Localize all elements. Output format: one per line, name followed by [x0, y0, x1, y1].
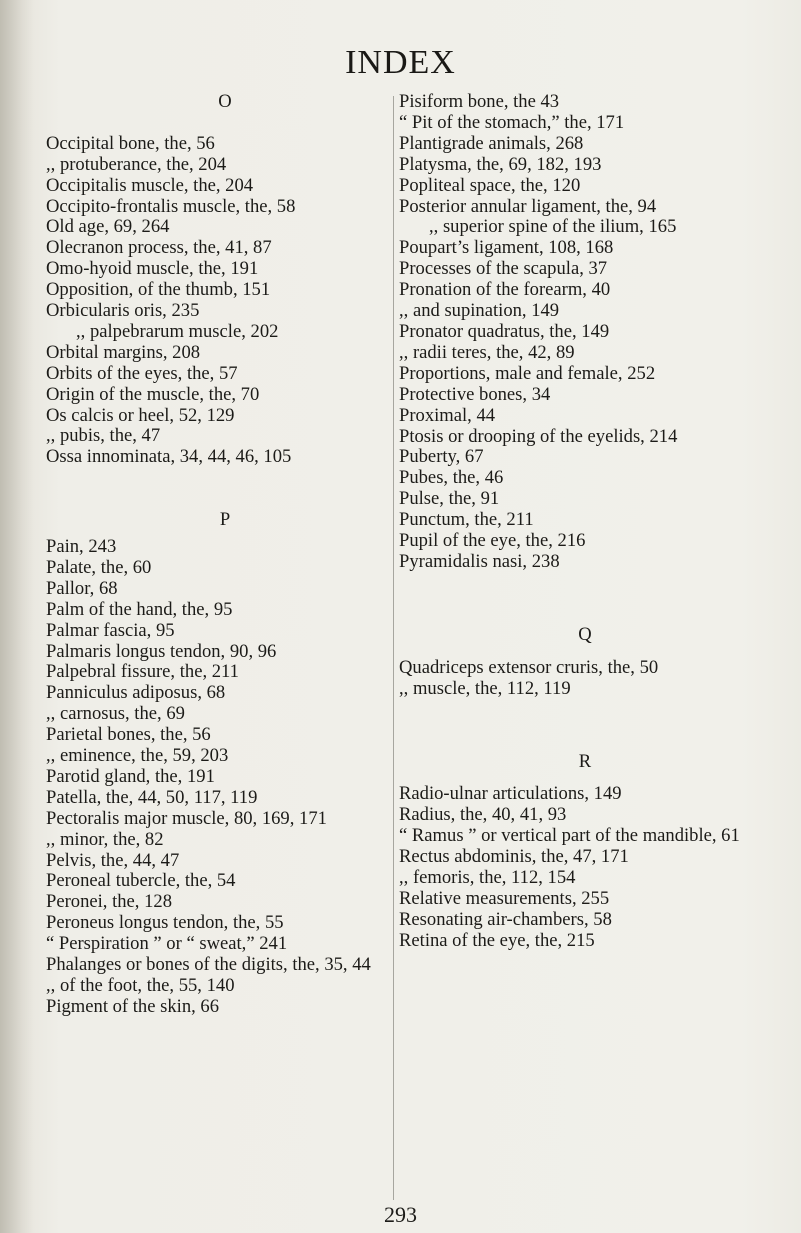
- index-entry: Peroneal tubercle, the, 54: [46, 870, 236, 892]
- index-entry: Opposition, of the thumb, 151: [46, 279, 271, 301]
- index-entry: Platysma, the, 69, 182, 193: [399, 153, 602, 175]
- index-entry: Phalanges or bones of the digits, the, 35, 44: [46, 954, 371, 976]
- section-letter-q: Q: [578, 623, 592, 645]
- page-title: INDEX: [345, 44, 456, 81]
- index-entry: Orbicularis oris, 235: [46, 300, 200, 322]
- index-entry: “ Pit of the stomach,” the, 171: [399, 111, 625, 133]
- index-entry: Pronator quadratus, the, 149: [399, 320, 610, 342]
- index-entry: Proximal, 44: [399, 404, 496, 426]
- index-entry: Plantigrade animals, 268: [399, 132, 584, 154]
- index-entry: Rectus abdominis, the, 47, 171: [399, 846, 629, 868]
- index-entry: Pallor, 68: [46, 577, 118, 599]
- index-entry: Occipito-frontalis muscle, the, 58: [46, 195, 296, 217]
- index-subentry: ,, carnosus, the, 69: [46, 703, 185, 725]
- index-entry: Quadriceps extensor cruris, the, 50: [399, 656, 659, 678]
- index-entry: Old age, 69, 264: [46, 216, 170, 238]
- index-entry: Pisiform bone, the 43: [399, 91, 560, 112]
- index-entry: Pigment of the skin, 66: [46, 995, 220, 1017]
- index-subentry: ,, superior spine of the ilium, 165: [429, 216, 677, 238]
- index-entry: Retina of the eye, the, 215: [399, 929, 595, 951]
- index-entry: Ossa innominata, 34, 44, 46, 105: [46, 446, 292, 468]
- index-entry: Origin of the muscle, the, 70: [46, 383, 260, 405]
- index-entry: Orbital margins, 208: [46, 341, 201, 363]
- page-number: 293: [384, 1202, 417, 1227]
- index-entry: Pectoralis major muscle, 80, 169, 171: [46, 807, 327, 829]
- index-entry: Pronation of the forearm, 40: [399, 279, 611, 301]
- right-column: [399, 92, 771, 952]
- index-subentry: ,, minor, the, 82: [46, 828, 164, 850]
- index-entry: Puberty, 67: [399, 446, 484, 468]
- index-entry: Punctum, the, 211: [399, 509, 534, 531]
- index-entry: Occipital bone, the, 56: [46, 132, 215, 154]
- index-entry: Proportions, male and female, 252: [399, 362, 656, 384]
- index-entry: Pulse, the, 91: [399, 488, 500, 510]
- index-entry: Peronei, the, 128: [46, 891, 172, 913]
- index-entry: Occipitalis muscle, the, 204: [46, 174, 254, 196]
- spacer: [399, 646, 771, 658]
- index-entry: Palmaris longus tendon, 90, 96: [46, 640, 277, 662]
- index-subentry: ,, palpebrarum muscle, 202: [76, 320, 279, 342]
- left-column: [46, 92, 392, 1018]
- index-entry: Pain, 243: [46, 535, 117, 557]
- spacer: [399, 700, 771, 752]
- section-letter-p: P: [219, 509, 231, 531]
- column-divider: [393, 96, 394, 1200]
- index-entry: “ Perspiration ” or “ sweat,” 241: [46, 933, 288, 955]
- index-subentry: ,, femoris, the, 112, 154: [399, 867, 576, 889]
- index-entry: Pelvis, the, 44, 47: [46, 849, 180, 871]
- index-entry: Parotid gland, the, 191: [46, 765, 215, 787]
- index-subentry: ,, and supination, 149: [399, 300, 560, 322]
- index-entry: Poupart’s ligament, 108, 168: [399, 237, 614, 259]
- index-subentry: ,, protuberance, the, 204: [46, 153, 227, 175]
- index-entry: “ Ramus ” or vertical part of the mandible, 61: [399, 825, 740, 847]
- spacer: [46, 468, 392, 510]
- index-entry: Protective bones, 34: [399, 383, 551, 405]
- index-entry: Olecranon process, the, 41, 87: [46, 237, 272, 259]
- index-entry: Posterior annular ligament, the, 94: [399, 195, 657, 217]
- index-entry: Palm of the hand, the, 95: [46, 598, 233, 620]
- index-entry: Pyramidalis nasi, 238: [399, 550, 560, 572]
- index-entry: Resonating air-chambers, 58: [399, 908, 612, 930]
- section-letter-o: O: [218, 91, 232, 112]
- index-entry: Processes of the scapula, 37: [399, 258, 608, 280]
- index-entry: Patella, the, 44, 50, 117, 119: [46, 786, 258, 808]
- index-subentry: ,, radii teres, the, 42, 89: [399, 341, 575, 363]
- index-entry: Radius, the, 40, 41, 93: [399, 804, 567, 826]
- index-entry: Os calcis or heel, 52, 129: [46, 404, 235, 426]
- index-entry: Palate, the, 60: [46, 556, 152, 578]
- page-gutter-shadow: [0, 0, 34, 1233]
- index-subentry: ,, pubis, the, 47: [46, 425, 161, 447]
- index-entry: Peroneus longus tendon, the, 55: [46, 912, 284, 934]
- index-subentry: ,, eminence, the, 59, 203: [46, 745, 229, 767]
- index-entry: Radio-ulnar articulations, 149: [399, 783, 622, 805]
- index-entry: Pupil of the eye, the, 216: [399, 530, 586, 552]
- index-entry: Orbits of the eyes, the, 57: [46, 362, 238, 384]
- index-entry: Panniculus adiposus, 68: [46, 682, 226, 704]
- spacer: [46, 113, 392, 134]
- index-entry: Relative measurements, 255: [399, 887, 610, 909]
- spacer: [399, 573, 771, 625]
- index-entry: Palpebral fissure, the, 211: [46, 661, 239, 683]
- index-entry: Pubes, the, 46: [399, 467, 504, 489]
- index-subentry: ,, muscle, the, 112, 119: [399, 677, 571, 699]
- index-entry: Ptosis or drooping of the eyelids, 214: [399, 425, 678, 447]
- index-entry: Palmar fascia, 95: [46, 619, 175, 641]
- index-subentry: ,, of the foot, the, 55, 140: [46, 975, 235, 996]
- index-entry: Parietal bones, the, 56: [46, 724, 211, 746]
- index-entry: Popliteal space, the, 120: [399, 174, 581, 196]
- index-entry: Omo-hyoid muscle, the, 191: [46, 258, 259, 280]
- section-letter-r: R: [578, 750, 592, 772]
